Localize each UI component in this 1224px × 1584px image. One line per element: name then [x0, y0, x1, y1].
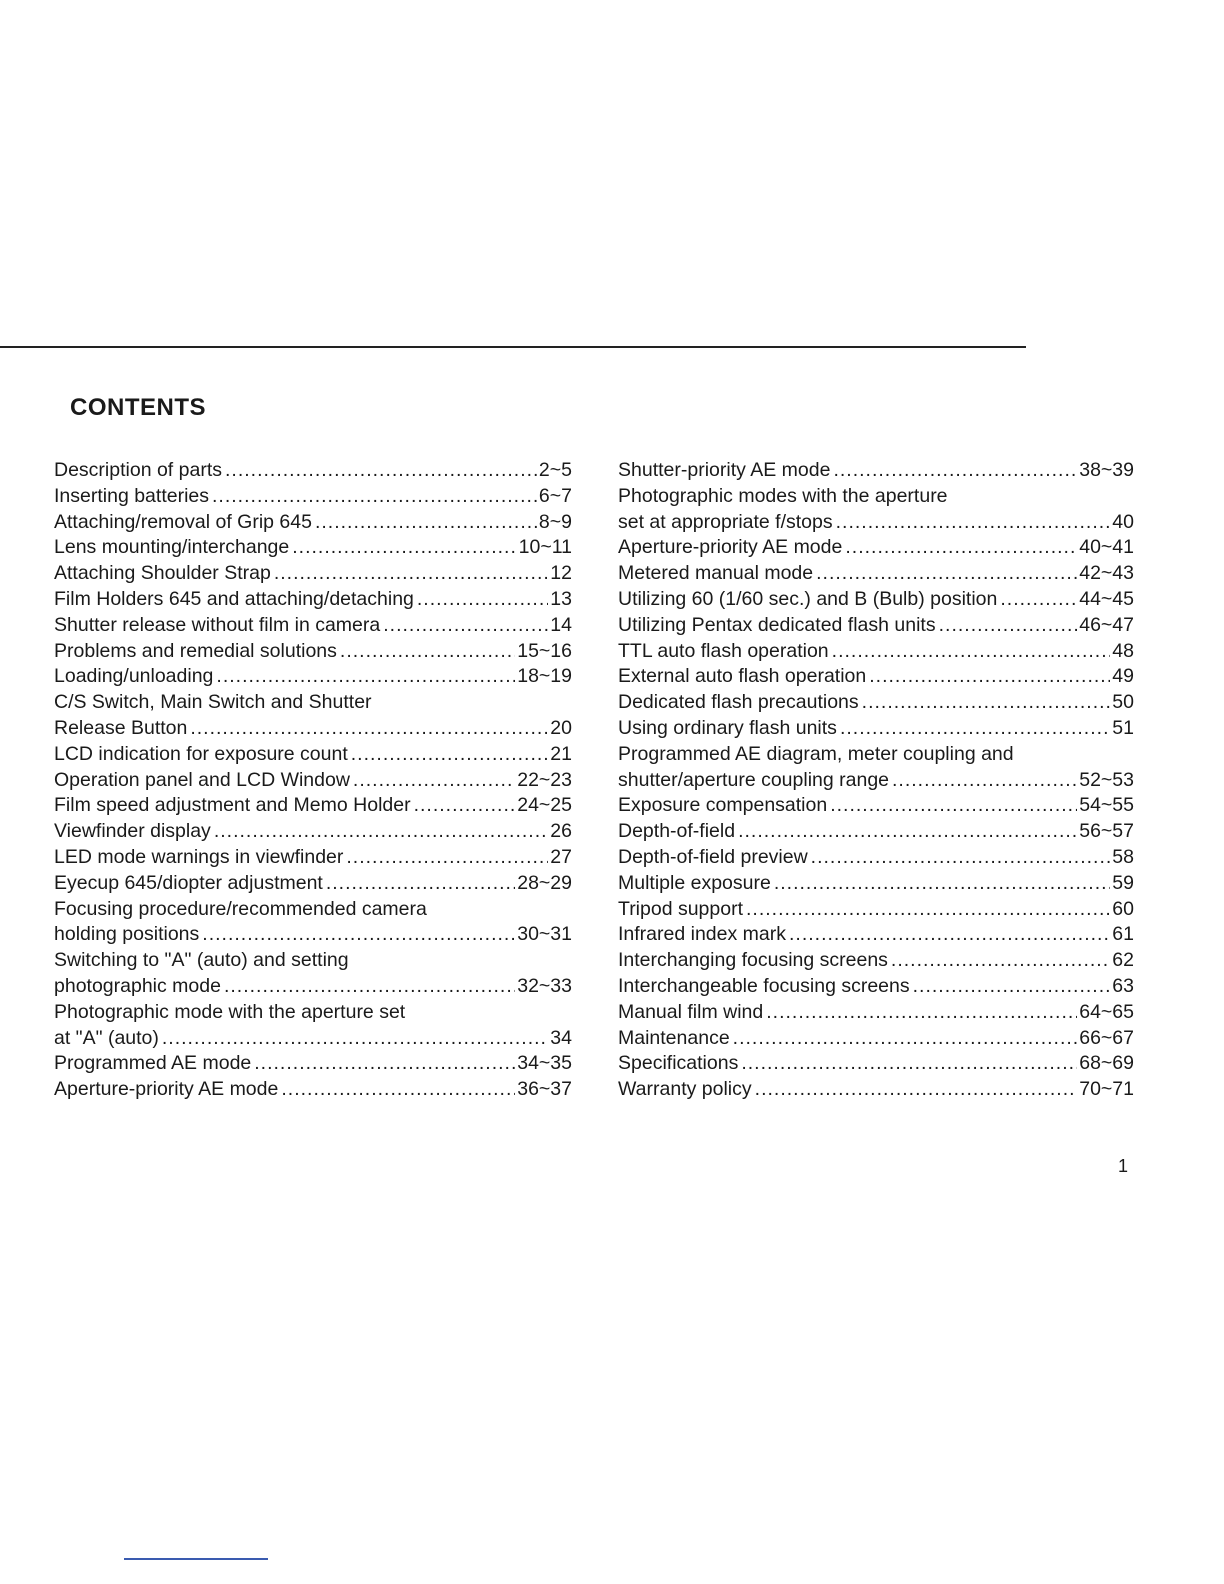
toc-entry: [54, 768, 572, 794]
toc-entry-title: Film speed adjustment and Memo Holder: [54, 794, 411, 817]
dot-leader: [892, 768, 1077, 794]
toc-entry: [618, 484, 1134, 510]
toc-entry: [618, 768, 1134, 794]
toc-entry: [618, 1000, 1134, 1026]
toc-entry: [54, 1000, 572, 1026]
dot-leader: [830, 793, 1077, 819]
toc-entry: [618, 897, 1134, 923]
toc-entry-page: 28~29: [517, 871, 572, 894]
dot-leader: [755, 1077, 1078, 1103]
toc-entry-page: 54~55: [1079, 794, 1134, 817]
toc-entry: [618, 1026, 1134, 1052]
toc-entry: [54, 716, 572, 742]
dot-leader: [212, 484, 537, 510]
dot-leader: [816, 561, 1077, 587]
toc-entry: [618, 690, 1134, 716]
dot-leader: [913, 974, 1111, 1000]
toc-entry: [54, 664, 572, 690]
toc-entry: [54, 535, 572, 561]
toc-entry-page: 20: [550, 716, 572, 739]
dot-leader: [833, 458, 1077, 484]
toc-entry: [54, 510, 572, 536]
contents-right-column: [618, 458, 1134, 1103]
toc-entry-page: 10~11: [518, 536, 572, 559]
dot-leader: [738, 819, 1077, 845]
toc-entry-title: TTL auto flash operation: [618, 639, 829, 662]
dot-leader: [417, 587, 548, 613]
toc-entry-title: Photographic mode with the aperture set: [54, 1000, 406, 1023]
toc-entry: [618, 535, 1134, 561]
toc-entry: [54, 1026, 572, 1052]
dot-leader: [869, 664, 1110, 690]
toc-entry: [618, 1051, 1134, 1077]
toc-entry-title: Shutter release without film in camera: [54, 613, 381, 636]
toc-entry-title: photographic mode: [54, 974, 221, 997]
toc-entry-page: 51: [1112, 716, 1134, 739]
dot-leader: [741, 1051, 1077, 1077]
toc-entry-page: 13: [550, 587, 572, 610]
toc-entry-title: Interchangeable focusing screens: [618, 974, 910, 997]
toc-entry-page: 36~37: [517, 1078, 572, 1101]
dot-leader: [840, 716, 1110, 742]
toc-entry: [54, 484, 572, 510]
toc-entry-title: Depth-of-field preview: [618, 845, 808, 868]
toc-entry-page: 34~35: [517, 1052, 572, 1075]
toc-entry-title: LCD indication for exposure count: [54, 742, 348, 765]
toc-entry: [618, 1077, 1134, 1103]
toc-entry-title: Infrared index mark: [618, 923, 786, 946]
dot-leader: [292, 535, 516, 561]
dot-leader: [190, 716, 548, 742]
toc-entry-page: 60: [1112, 897, 1134, 920]
dot-leader: [1000, 587, 1077, 613]
toc-entry: [54, 948, 572, 974]
contents-left-column: [54, 458, 572, 1103]
toc-entry-title: Aperture-priority AE mode: [54, 1078, 279, 1101]
toc-entry: [618, 458, 1134, 484]
dot-leader: [351, 742, 549, 768]
toc-entry-title: Warranty policy: [618, 1078, 752, 1101]
toc-entry-page: 2~5: [538, 459, 572, 481]
toc-entry: [54, 561, 572, 587]
toc-entry-title: Eyecup 645/diopter adjustment: [54, 871, 323, 894]
dot-leader: [383, 613, 548, 639]
toc-entry: [54, 742, 572, 768]
dot-leader: [326, 871, 515, 897]
dot-leader: [774, 871, 1110, 897]
toc-entry-page: 30~31: [517, 923, 572, 946]
toc-entry: [54, 871, 572, 897]
toc-entry-title: Utilizing 60 (1/60 sec.) and B (Bulb) position: [618, 587, 998, 610]
toc-entry-title: Using ordinary flash units: [618, 716, 837, 739]
dot-leader: [162, 1026, 548, 1052]
toc-entry-title: Switching to "A" (auto) and setting: [54, 949, 349, 972]
toc-entry: [54, 897, 572, 923]
toc-entry: [54, 1051, 572, 1077]
toc-entry-page: 38~39: [1079, 459, 1134, 481]
dot-leader: [939, 613, 1078, 639]
dot-leader: [832, 639, 1111, 665]
toc-entry-title: Maintenance: [618, 1026, 730, 1049]
toc-entry: [618, 948, 1134, 974]
toc-entry-title: Release Button: [54, 716, 188, 739]
toc-entry-page: 14: [550, 613, 572, 636]
toc-entry-page: 44~45: [1079, 587, 1134, 610]
toc-entry: [54, 639, 572, 665]
toc-entry-page: 62: [1112, 949, 1134, 972]
toc-entry-page: 52~53: [1079, 768, 1134, 791]
toc-entry: [54, 613, 572, 639]
dot-leader: [216, 664, 515, 690]
dot-leader: [346, 845, 548, 871]
toc-entry-title: shutter/aperture coupling range: [618, 768, 890, 791]
toc-entry-page: 64~65: [1079, 1000, 1134, 1023]
toc-entry-title: Depth-of-field: [618, 820, 736, 843]
toc-entry-page: 21: [550, 742, 572, 765]
toc-entry-title: holding positions: [54, 923, 200, 946]
toc-entry-page: 66~67: [1079, 1026, 1134, 1049]
toc-entry-page: 63: [1112, 974, 1134, 997]
toc-entry-page: 40: [1112, 510, 1134, 533]
toc-entry-page: 48: [1112, 639, 1134, 662]
toc-entry-title: Metered manual mode: [618, 562, 814, 585]
toc-entry-page: 42~43: [1079, 562, 1134, 585]
toc-entry-title: Focusing procedure/recommended camera: [54, 897, 427, 920]
toc-entry-title: Photographic modes with the aperture: [618, 484, 948, 507]
toc-entry-page: 15~16: [517, 639, 572, 662]
toc-entry: [618, 613, 1134, 639]
toc-entry: [54, 819, 572, 845]
toc-entry-title: Loading/unloading: [54, 665, 214, 688]
toc-entry-page: 59: [1112, 871, 1134, 894]
toc-entry-title: Multiple exposure: [618, 871, 771, 894]
toc-entry-title: Problems and remedial solutions: [54, 639, 337, 662]
toc-entry: [618, 922, 1134, 948]
top-rule: [0, 346, 1026, 348]
toc-entry-title: Inserting batteries: [54, 484, 210, 507]
toc-entry: [618, 561, 1134, 587]
toc-entry-page: 18~19: [517, 665, 572, 688]
dot-leader: [274, 561, 548, 587]
toc-entry: [54, 1077, 572, 1103]
toc-entry-title: Manual film wind: [618, 1000, 764, 1023]
toc-entry: [618, 974, 1134, 1000]
toc-entry-page: 68~69: [1079, 1052, 1134, 1075]
toc-entry-title: Specifications: [618, 1052, 739, 1075]
toc-entry: [618, 742, 1134, 768]
toc-entry: [54, 922, 572, 948]
toc-entry-title: Exposure compensation: [618, 794, 828, 817]
dot-leader: [214, 819, 548, 845]
dot-leader: [891, 948, 1110, 974]
toc-entry-title: Operation panel and LCD Window: [54, 768, 350, 791]
toc-entry-page: 40~41: [1079, 536, 1134, 559]
toc-entry-title: Attaching/removal of Grip 645: [54, 510, 312, 533]
toc-entry-page: 22~23: [517, 768, 572, 791]
dot-leader: [862, 690, 1111, 716]
toc-entry-title: Aperture-priority AE mode: [618, 536, 843, 559]
toc-entry-title: Film Holders 645 and attaching/detaching: [54, 587, 414, 610]
toc-entry: [618, 716, 1134, 742]
toc-entry-title: Dedicated flash precautions: [618, 691, 859, 714]
dot-leader: [811, 845, 1111, 871]
toc-entry: [618, 510, 1134, 536]
toc-entry-title: External auto flash operation: [618, 665, 867, 688]
toc-entry-page: 6~7: [538, 484, 572, 507]
dot-leader: [836, 510, 1111, 536]
dot-leader: [202, 922, 515, 948]
toc-entry: [618, 845, 1134, 871]
dot-leader: [225, 458, 537, 484]
toc-entry: [54, 458, 572, 484]
toc-entry: [54, 845, 572, 871]
toc-entry-title: set at appropriate f/stops: [618, 510, 833, 533]
toc-entry-title: Attaching Shoulder Strap: [54, 562, 271, 585]
toc-entry-page: 27: [550, 845, 572, 868]
toc-entry-title: Programmed AE mode: [54, 1052, 252, 1075]
toc-entry: [618, 639, 1134, 665]
dot-leader: [766, 1000, 1077, 1026]
toc-entry-page: 8~9: [538, 510, 572, 533]
toc-entry-page: 58: [1112, 845, 1134, 868]
toc-entry-page: 49: [1112, 665, 1134, 688]
toc-entry-title: Description of parts: [54, 459, 222, 481]
dot-leader: [281, 1077, 515, 1103]
toc-entry-page: 50: [1112, 691, 1134, 714]
toc-entry-title: Shutter-priority AE mode: [618, 459, 831, 481]
dot-leader: [254, 1051, 515, 1077]
dot-leader: [315, 510, 537, 536]
toc-entry-page: 56~57: [1079, 820, 1134, 843]
contents-heading: CONTENTS: [70, 394, 206, 421]
toc-entry: [618, 793, 1134, 819]
toc-entry-title: Utilizing Pentax dedicated flash units: [618, 613, 936, 636]
dot-leader: [733, 1026, 1078, 1052]
toc-entry-page: 26: [550, 820, 572, 843]
toc-entry-page: 34: [550, 1026, 572, 1049]
toc-entry-title: at "A" (auto): [54, 1026, 159, 1049]
dot-leader: [224, 974, 515, 1000]
toc-entry-title: LED mode warnings in viewfinder: [54, 845, 344, 868]
toc-entry: [618, 664, 1134, 690]
bottom-mark: [124, 1558, 268, 1560]
toc-entry-title: C/S Switch, Main Switch and Shutter: [54, 691, 372, 714]
toc-entry-page: 70~71: [1079, 1078, 1134, 1101]
toc-entry-title: Programmed AE diagram, meter coupling and: [618, 742, 1014, 765]
toc-entry-page: 32~33: [517, 974, 572, 997]
toc-entry: [54, 793, 572, 819]
dot-leader: [340, 639, 515, 665]
toc-entry: [54, 690, 572, 716]
dot-leader: [353, 768, 515, 794]
dot-leader: [414, 793, 516, 819]
toc-entry-page: 24~25: [517, 794, 572, 817]
toc-entry-page: 46~47: [1079, 613, 1134, 636]
dot-leader: [789, 922, 1110, 948]
toc-entry: [618, 587, 1134, 613]
page-number: 1: [1118, 1156, 1129, 1176]
toc-entry: [54, 974, 572, 1000]
toc-entry-page: 12: [550, 562, 572, 585]
toc-entry: [54, 587, 572, 613]
toc-entry-title: Viewfinder display: [54, 820, 211, 843]
dot-leader: [845, 535, 1077, 561]
toc-entry-title: Interchanging focusing screens: [618, 949, 888, 972]
toc-entry-page: 61: [1112, 923, 1134, 946]
dot-leader: [746, 897, 1110, 923]
toc-entry: [618, 819, 1134, 845]
toc-entry-title: Tripod support: [618, 897, 744, 920]
toc-entry-title: Lens mounting/interchange: [54, 536, 290, 559]
toc-entry: [618, 871, 1134, 897]
